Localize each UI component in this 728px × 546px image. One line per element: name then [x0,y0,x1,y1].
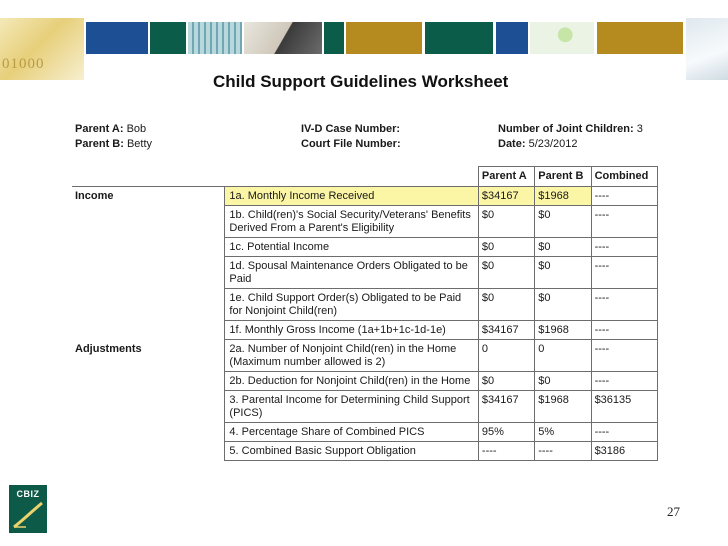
combined-cell: ---- [591,187,657,206]
parent-a-cell: $0 [478,257,534,289]
section-label [72,372,225,391]
row-description: 2a. Number of Nonjoint Child(ren) in the Home (Maximum number allowed is 2) [225,340,479,372]
table-row [72,442,658,461]
logo-swoosh-icon [12,501,44,529]
parent-a-cell: ---- [478,442,534,461]
banner-tile-gold [597,22,683,54]
case-info [301,122,401,152]
table-row [72,206,658,238]
row-description: 1e. Child Support Order(s) Obligated to be Paid for Nonjoint Child(ren) [225,289,479,321]
combined-cell: $36135 [591,391,657,423]
table-row [72,372,658,391]
worksheet-table [72,166,658,461]
banner-tile-glass [686,18,728,80]
parent-b-cell: $0 [535,289,591,321]
header-banner [0,0,728,72]
parent-a-cell: 0 [478,340,534,372]
banner-tile-gold [346,22,422,54]
table-header-row [72,167,658,187]
parent-b-cell: $1968 [535,187,591,206]
column-header-parent-a: Parent A [478,167,534,187]
section-label [72,321,225,340]
row-description: 1a. Monthly Income Received [225,187,479,206]
row-description: 3. Parental Income for Determining Child Support (PICS) [225,391,479,423]
banner-money-text: 01000 [2,56,45,72]
combined-cell: ---- [591,423,657,442]
parent-b-value: Betty [126,138,153,150]
banner-tile-blue [86,22,148,54]
combined-cell: ---- [591,289,657,321]
row-description: 1c. Potential Income [225,238,479,257]
section-label [72,257,225,289]
parent-b-cell: $0 [535,206,591,238]
parent-b-cell: $1968 [535,391,591,423]
parent-b-cell: $0 [535,257,591,289]
parent-b-cell: $0 [535,238,591,257]
page-title: Child Support Guidelines Worksheet [213,72,509,91]
section-label: Adjustments [75,342,142,355]
parent-a-cell: $34167 [478,391,534,423]
section-label [72,289,225,321]
row-description: 1d. Spousal Maintenance Orders Obligated to be Paid [225,257,479,289]
parent-a-cell: $0 [478,206,534,238]
combined-cell: ---- [591,321,657,340]
parent-a-cell: 95% [478,423,534,442]
banner-tile-building [188,22,242,54]
table-row [72,257,658,289]
row-description: 1b. Child(ren)'s Social Security/Veterans' Benefits Derived From a Parent's Eligibility [225,206,479,238]
table-row [72,423,658,442]
combined-cell: ---- [591,238,657,257]
table-row [72,340,658,372]
cbiz-logo [9,485,47,533]
parent-a-cell: $0 [478,289,534,321]
banner-tile-handwriting [244,22,322,54]
banner-money-tile [0,18,84,80]
section-label [72,442,225,461]
row-description: 4. Percentage Share of Combined PICS [225,423,479,442]
combined-cell: ---- [591,372,657,391]
parent-b-cell: $1968 [535,321,591,340]
table-row [72,321,658,340]
court-file-label: Court File Number: [301,138,401,150]
parent-a-value: Bob [126,123,147,135]
parent-b-cell: ---- [535,442,591,461]
parent-b-cell: 5% [535,423,591,442]
joint-children-label: Number of Joint Children: [498,123,634,135]
section-label [72,238,225,257]
joint-children-value: 3 [636,123,643,135]
banner-tile-plant [530,22,594,54]
table-row [72,391,658,423]
combined-cell: $3186 [591,442,657,461]
section-label [72,423,225,442]
children-date-info [498,122,643,152]
row-description: 2b. Deduction for Nonjoint Child(ren) in the Home [225,372,479,391]
combined-cell: ---- [591,206,657,238]
parent-a-cell: $0 [478,372,534,391]
parent-a-cell: $0 [478,238,534,257]
banner-tile-green [324,22,344,54]
logo-text: CBIZ [16,489,40,499]
section-label: Income [72,187,225,206]
date-value: 5/23/2012 [528,138,578,150]
parent-info [75,122,152,152]
parent-a-label: Parent A: [75,123,124,135]
parent-a-cell: $34167 [478,187,534,206]
parent-b-cell: $0 [535,372,591,391]
banner-tile-green [150,22,186,54]
page-number: 27 [667,504,680,519]
combined-cell: ---- [591,340,657,372]
banner-tile-green [425,22,493,54]
row-description: 1f. Monthly Gross Income (1a+1b+1c-1d-1e) [225,321,479,340]
date-label: Date: [498,138,526,150]
section-label [72,391,225,423]
row-description: 5. Combined Basic Support Obligation [225,442,479,461]
parent-a-cell: $34167 [478,321,534,340]
table-row [72,289,658,321]
combined-cell: ---- [591,257,657,289]
column-header-combined: Combined [591,167,657,187]
section-label [72,206,225,238]
column-header-parent-b: Parent B [535,167,591,187]
case-number-label: IV-D Case Number: [301,123,401,135]
parent-b-label: Parent B: [75,138,124,150]
table-row [72,187,658,206]
parent-b-cell: 0 [535,340,591,372]
table-row [72,238,658,257]
banner-tile-blue [496,22,528,54]
